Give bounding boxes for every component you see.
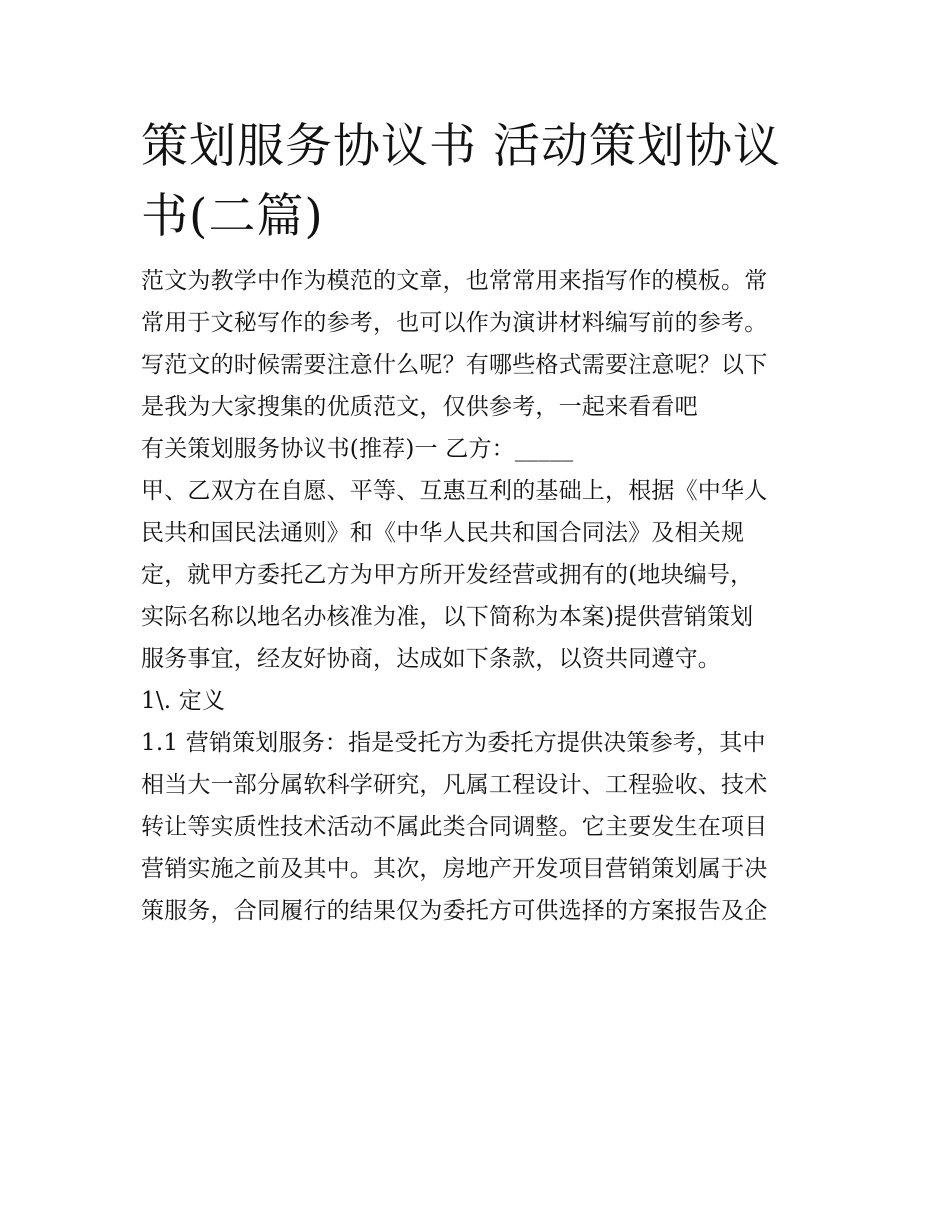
intro-line: 常用于文秘写作的参考，也可以作为演讲材料编写前的参考。	[141, 310, 768, 336]
clause-line: 1.1 营销策划服务：指是受托方为委托方提供决策参考，其中	[141, 730, 766, 756]
intro-paragraph	[141, 260, 821, 428]
body-line: 定，就甲方委托乙方为甲方所开发经营或拥有的(地块编号，	[141, 562, 754, 588]
body-line: 民共和国民法通则》和《中华人民共和国合同法》及相关规	[141, 520, 745, 546]
intro-line: 是我为大家搜集的优质范文，仅供参考，一起来看看吧	[141, 394, 698, 420]
body-paragraph	[141, 470, 821, 680]
body-line: 甲、乙双方在自愿、平等、互惠互利的基础上，根据《中华人	[141, 478, 768, 504]
section-heading	[141, 680, 821, 722]
document-page	[141, 112, 821, 932]
title-line-1: 策划服务协议书 活动策划协议	[141, 119, 781, 174]
body-line: 实际名称以地名办核准为准，以下简称为本案)提供营销策划	[141, 604, 754, 630]
clause-line: 营销实施之前及其中。其次，房地产开发项目营销策划属于决	[141, 856, 768, 882]
body-line: 服务事宜，经友好协商，达成如下条款，以资共同遵守。	[141, 646, 721, 672]
clause-line: 策服务，合同履行的结果仅为委托方可供选择的方案报告及企	[141, 898, 768, 924]
intro-line: 范文为教学中作为模范的文章，也常常用来指写作的模板。常	[141, 268, 768, 294]
title-line-2: 书(二篇)	[141, 189, 324, 244]
section-heading-text: 1\. 定义	[141, 688, 226, 714]
intro-line: 写范文的时候需要注意什么呢？有哪些格式需要注意呢？以下	[141, 352, 768, 378]
subtitle-line: 有关策划服务协议书(推荐)一 乙方：_____	[141, 436, 574, 462]
document-title	[141, 112, 821, 252]
clause-line: 相当大一部分属软科学研究，凡属工程设计、工程验收、技术	[141, 772, 768, 798]
subtitle-paragraph	[141, 428, 821, 470]
clause-paragraph	[141, 722, 821, 932]
clause-line: 转让等实质性技术活动不属此类合同调整。它主要发生在项目	[141, 814, 768, 840]
